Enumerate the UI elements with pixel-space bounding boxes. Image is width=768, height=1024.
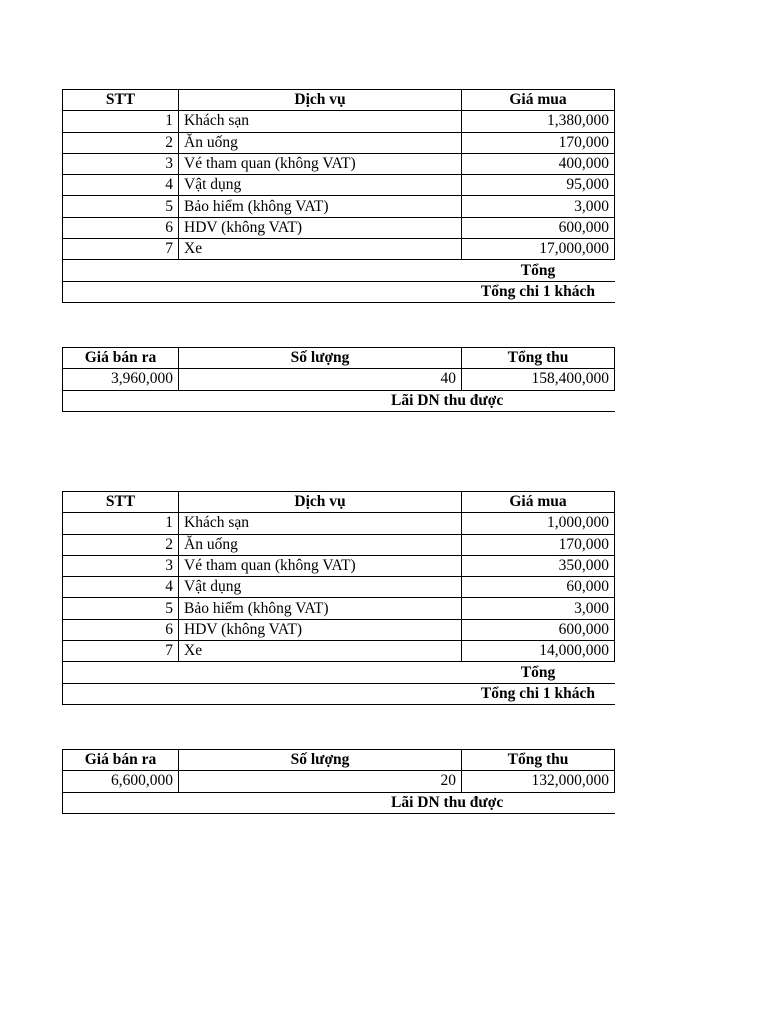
cell-service: Khách sạn: [179, 111, 462, 132]
cell-stt: 2: [63, 132, 179, 153]
table-row: [63, 369, 615, 390]
profit-label: Lãi DN thu được: [63, 792, 615, 813]
cell-service: Vật dụng: [179, 175, 462, 196]
cell-service: Vé tham quan (không VAT): [179, 153, 462, 174]
profit-row: [63, 390, 615, 411]
cell-price: 170,000: [462, 132, 615, 153]
header-sale-price: Giá bán ra: [63, 750, 179, 771]
cell-quantity: 20: [179, 771, 462, 792]
table-row: [63, 175, 615, 196]
services-table-2: [62, 491, 615, 705]
table-row: [63, 641, 615, 662]
cell-stt: 5: [63, 598, 179, 619]
cell-service: Vật dụng: [179, 577, 462, 598]
services-table-1: [62, 89, 615, 303]
header-stt: STT: [63, 492, 179, 513]
header-service: Dịch vụ: [179, 492, 462, 513]
header-revenue: Tổng thu: [462, 750, 615, 771]
header-sale-price: Giá bán ra: [63, 348, 179, 369]
per-guest-row: [63, 281, 615, 302]
cell-stt: 1: [63, 513, 179, 534]
table-row: [63, 534, 615, 555]
table-row: [63, 598, 615, 619]
header-quantity: Số lượng: [179, 750, 462, 771]
cell-price: 350,000: [462, 555, 615, 576]
profit-row: [63, 792, 615, 813]
cell-service: HDV (không VAT): [179, 619, 462, 640]
cell-service: Khách sạn: [179, 513, 462, 534]
per-guest-label: Tổng chi 1 khách: [462, 281, 615, 302]
sales-header-row: [63, 348, 615, 369]
header-price: Giá mua: [462, 90, 615, 111]
cell-stt: 3: [63, 153, 179, 174]
cell-price: 600,000: [462, 217, 615, 238]
cell-price: 17,000,000: [462, 239, 615, 260]
cell-stt: 5: [63, 196, 179, 217]
cell-price: 170,000: [462, 534, 615, 555]
total-row-spacer: [63, 662, 462, 683]
cell-price: 95,000: [462, 175, 615, 196]
cell-price: 60,000: [462, 577, 615, 598]
cell-stt: 7: [63, 641, 179, 662]
table-row: [63, 217, 615, 238]
cell-stt: 2: [63, 534, 179, 555]
cell-service: Bảo hiểm (không VAT): [179, 196, 462, 217]
cell-service: Vé tham quan (không VAT): [179, 555, 462, 576]
cell-service: HDV (không VAT): [179, 217, 462, 238]
cell-stt: 6: [63, 217, 179, 238]
cell-price: 3,000: [462, 196, 615, 217]
cell-price: 400,000: [462, 153, 615, 174]
cell-stt: 6: [63, 619, 179, 640]
table-row: [63, 619, 615, 640]
table-row: [63, 577, 615, 598]
table-row: [63, 153, 615, 174]
services-header-row: [63, 492, 615, 513]
total-label: Tổng: [462, 260, 615, 281]
table-row: [63, 555, 615, 576]
cell-revenue: 158,400,000: [462, 369, 615, 390]
cell-service: Ăn uống: [179, 534, 462, 555]
per-guest-row-spacer: [63, 683, 462, 704]
per-guest-row: [63, 683, 615, 704]
cell-service: Bảo hiểm (không VAT): [179, 598, 462, 619]
sales-table-2: [62, 749, 615, 814]
header-quantity: Số lượng: [179, 348, 462, 369]
table-row: [63, 111, 615, 132]
total-row: [63, 260, 615, 281]
cell-stt: 1: [63, 111, 179, 132]
total-row: [63, 662, 615, 683]
table-row: [63, 239, 615, 260]
cell-service: Xe: [179, 641, 462, 662]
table-row: [63, 771, 615, 792]
table-row: [63, 196, 615, 217]
table-row: [63, 513, 615, 534]
cell-sale-price: 6,600,000: [63, 771, 179, 792]
cell-quantity: 40: [179, 369, 462, 390]
sales-table-1: [62, 347, 615, 412]
per-guest-label: Tổng chi 1 khách: [462, 683, 615, 704]
cell-service: Xe: [179, 239, 462, 260]
profit-label: Lãi DN thu được: [63, 390, 615, 411]
table-row: [63, 132, 615, 153]
cell-price: 14,000,000: [462, 641, 615, 662]
cell-service: Ăn uống: [179, 132, 462, 153]
total-row-spacer: [63, 260, 462, 281]
sales-header-row: [63, 750, 615, 771]
cell-price: 1,380,000: [462, 111, 615, 132]
cell-stt: 4: [63, 577, 179, 598]
header-price: Giá mua: [462, 492, 615, 513]
cell-revenue: 132,000,000: [462, 771, 615, 792]
per-guest-row-spacer: [63, 281, 462, 302]
cell-price: 600,000: [462, 619, 615, 640]
services-header-row: [63, 90, 615, 111]
cell-price: 3,000: [462, 598, 615, 619]
header-revenue: Tổng thu: [462, 348, 615, 369]
cell-stt: 3: [63, 555, 179, 576]
cell-sale-price: 3,960,000: [63, 369, 179, 390]
cell-price: 1,000,000: [462, 513, 615, 534]
total-label: Tổng: [462, 662, 615, 683]
header-stt: STT: [63, 90, 179, 111]
header-service: Dịch vụ: [179, 90, 462, 111]
cell-stt: 7: [63, 239, 179, 260]
cell-stt: 4: [63, 175, 179, 196]
